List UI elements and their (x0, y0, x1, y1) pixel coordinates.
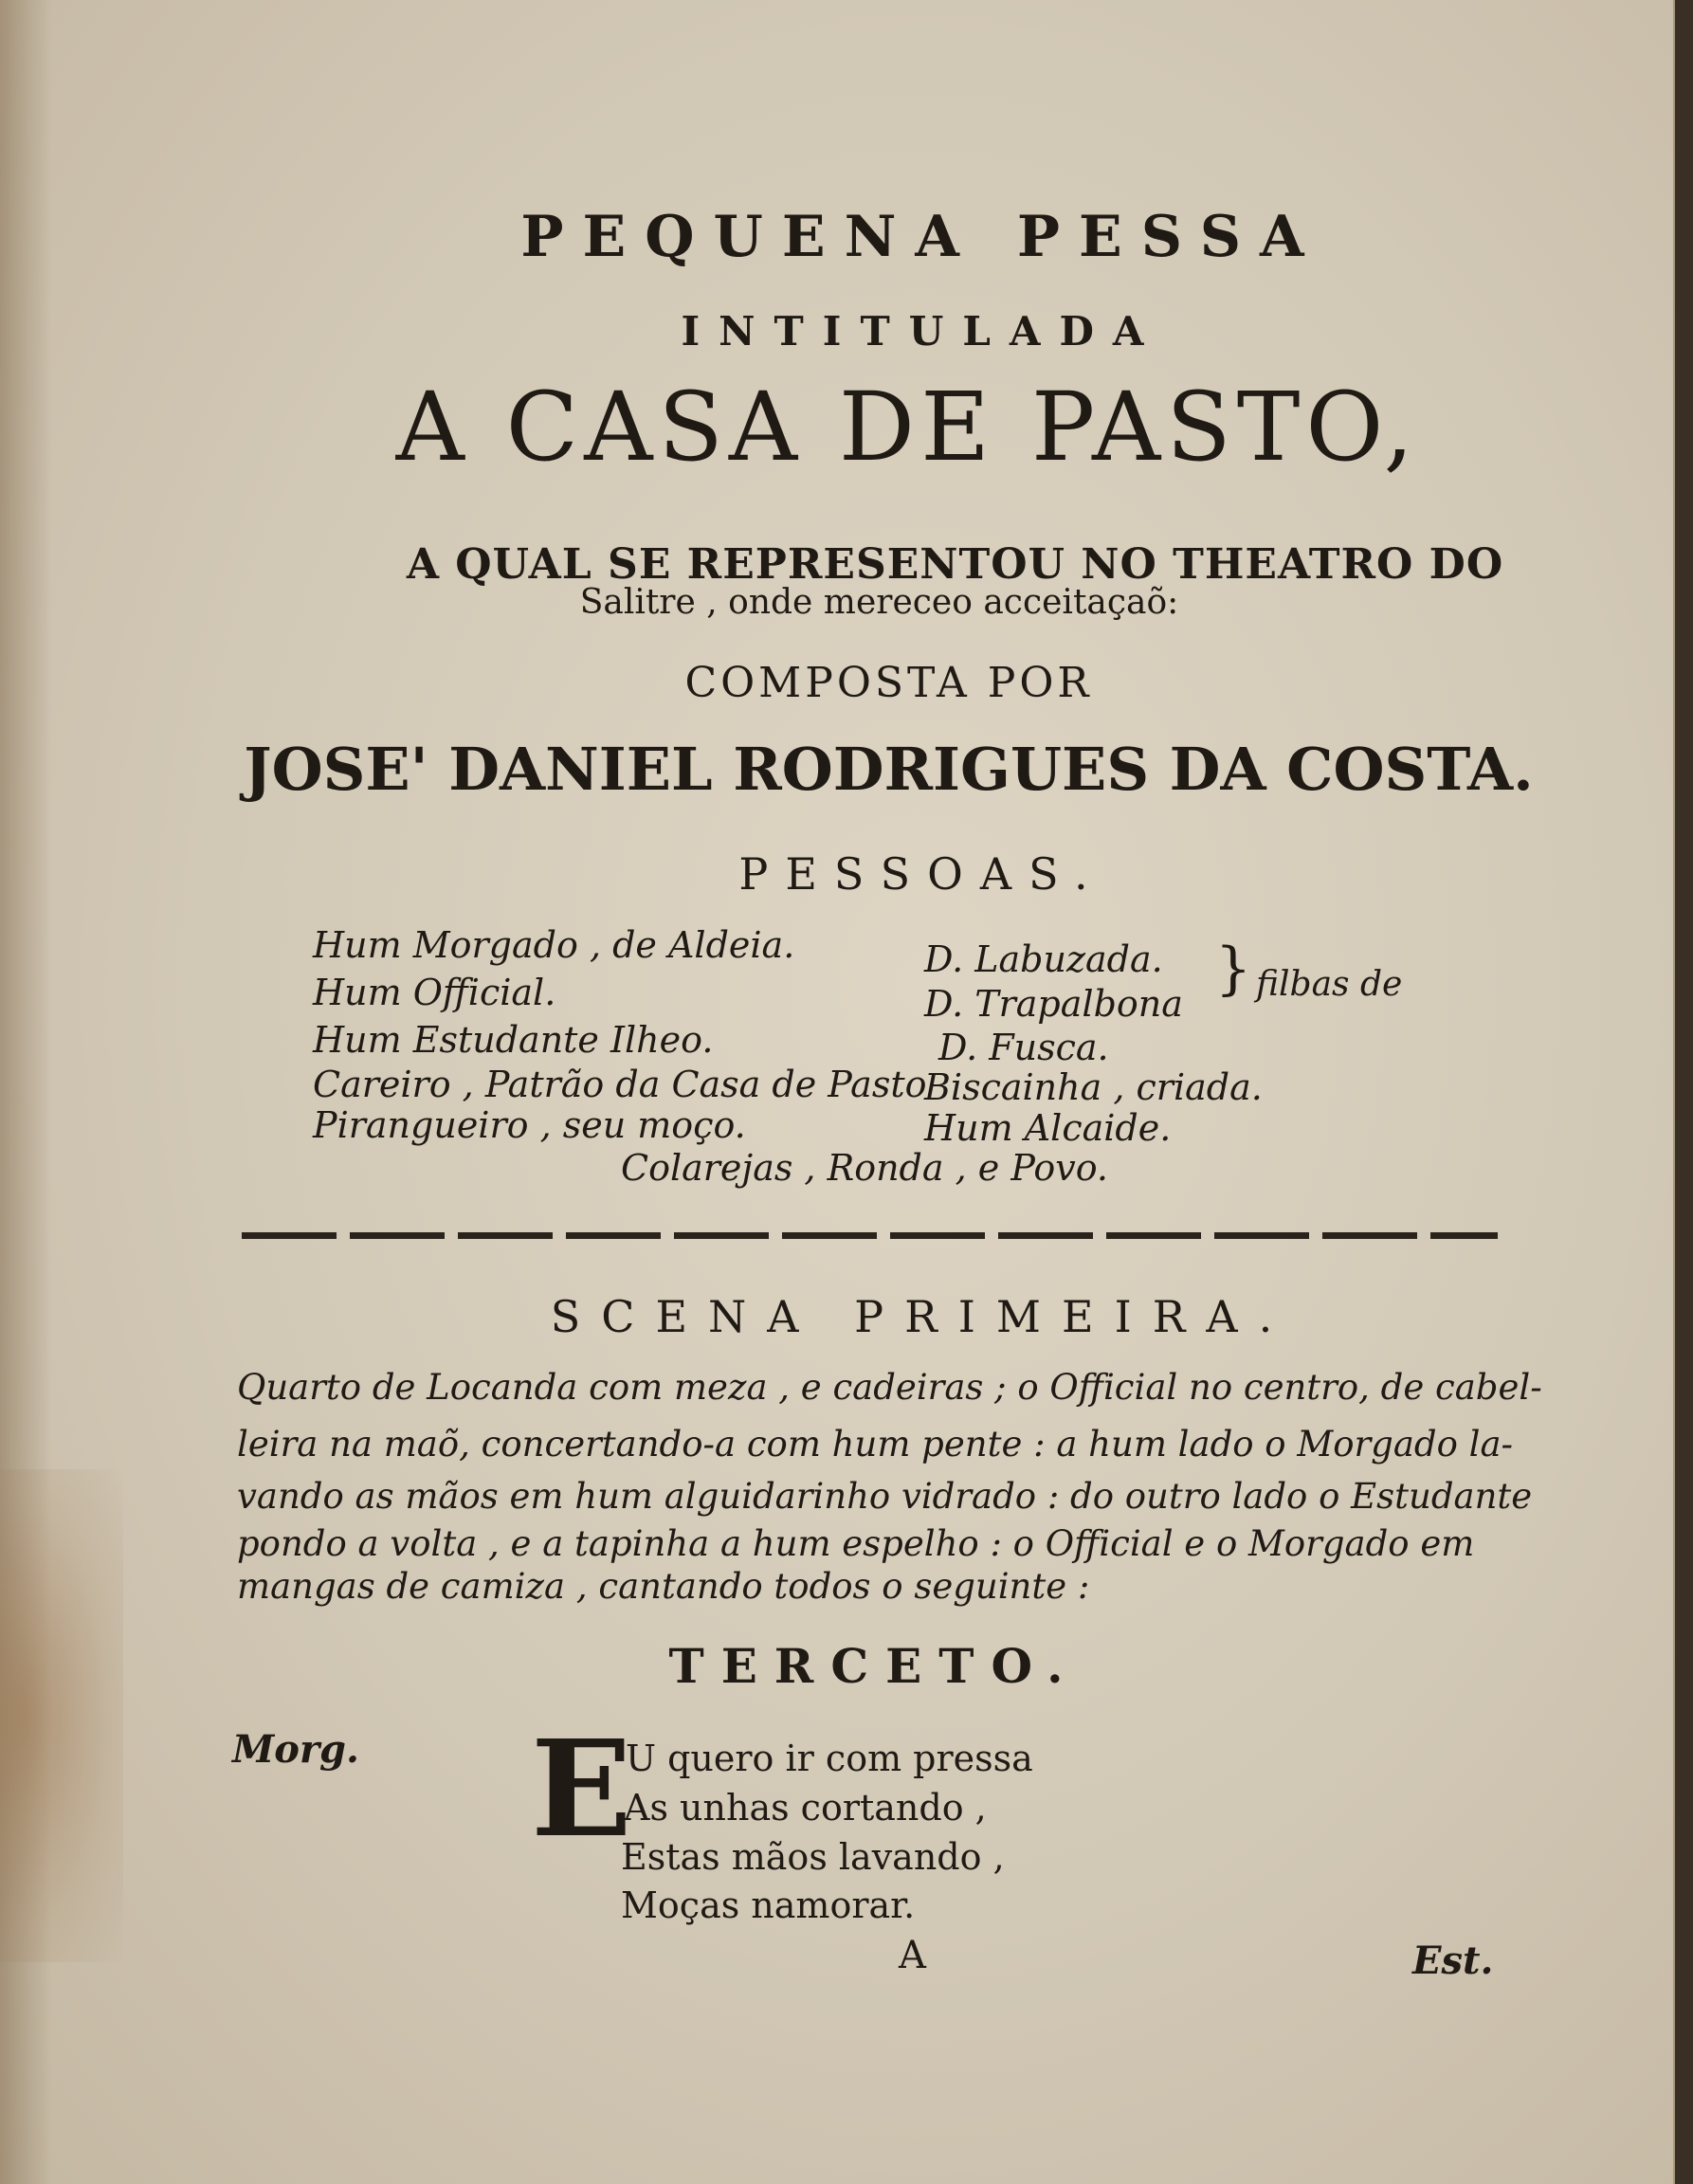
terceto-heading: TERCETO. (668, 1638, 1081, 1694)
cast-bracket-note: filbas de (1256, 965, 1403, 1004)
title-line-1: PEQUENA PESSA (520, 204, 1323, 270)
cast-extras: Colarejas , Ronda , e Povo. (621, 1147, 1109, 1189)
catchword: Est. (1412, 1938, 1494, 1983)
author-name: JOSE' DANIEL RODRIGUES DA COSTA. (244, 735, 1534, 804)
cast-bracket: } (1215, 936, 1252, 1002)
stage-direction-line-4: pondo a volta , e a tapinha a hum espelho : o Official e o Morgado em (237, 1523, 1475, 1564)
stage-direction-line-1: Quarto de Locanda com meza , e cadeiras ; o Official no centro, de cabel- (237, 1367, 1542, 1408)
scene-heading: SCENA PRIMEIRA. (550, 1291, 1294, 1342)
cast-left-2: Hum Official. (313, 972, 556, 1013)
water-stain (0, 1469, 123, 1962)
cast-left-1: Hum Morgado , de Aldeia. (313, 924, 795, 966)
subtitle-line-2: Salitre , onde mereceo acceitaçaõ: (579, 583, 1179, 622)
main-title: A CASA DE PASTO, (395, 372, 1420, 482)
stage-direction-line-2: leira na maõ, concertando-a com hum pente : a hum lado o Morgado la- (237, 1424, 1514, 1465)
verse-line-4: Moças namorar. (621, 1884, 916, 1926)
stage-direction-line-5: mangas de camiza , cantando todos o seguinte : (237, 1566, 1090, 1607)
stage-direction-line-3: vando as mãos em hum alguidarinho vidrado : do outro lado o Estudante (237, 1476, 1533, 1517)
title-line-2: INTITULADA (681, 308, 1163, 355)
composed-by: COMPOSTA POR (684, 659, 1093, 707)
verse-line-1: U quero ir com pressa (626, 1738, 1033, 1779)
drop-cap: E (531, 1712, 632, 1867)
cast-right-1: D. Labuzada. (924, 938, 1163, 980)
cast-right-3: D. Fusca. (938, 1027, 1109, 1068)
cast-left-4: Careiro , Patrão da Casa de Pasto (313, 1064, 927, 1105)
persons-heading: PESSOAS. (738, 848, 1105, 900)
section-divider (242, 1232, 1498, 1239)
cast-right-2: D. Trapalbona (924, 983, 1183, 1025)
verse-line-3: Estas mãos lavando , (621, 1836, 1005, 1878)
verse-line-2: As unhas cortando , (624, 1787, 987, 1829)
cast-right-5: Hum Alcaide. (924, 1107, 1172, 1149)
speaker-label: Morg. (232, 1727, 359, 1772)
subtitle-line-1: A QUAL SE REPRESENTOU NO THEATRO DO (406, 540, 1504, 589)
cast-right-4: Biscainha , criada. (924, 1066, 1263, 1108)
signature-mark: A (899, 1934, 926, 1977)
cast-left-3: Hum Estudante Ilheo. (313, 1019, 714, 1061)
cast-left-5: Pirangueiro , seu moço. (313, 1104, 746, 1146)
